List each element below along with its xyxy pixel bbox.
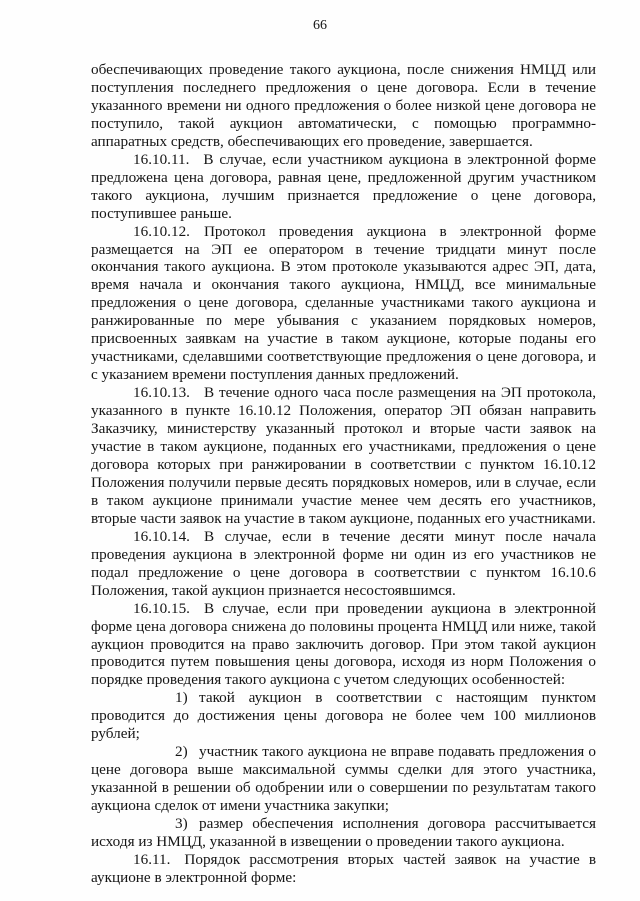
- paragraph-text: В случае, если в течение десяти минут после начала проведения аукциона в электронной форме ни один из его участников не подал предложение о цене договора в соответствии с пунктом 16.10.6 Положения, такой аукцион признается несостоявшимся.: [91, 527, 596, 599]
- list-item-2: [91, 743, 596, 815]
- paragraph-text: Порядок рассмотрения вторых частей заявок на участие в аукционе в электронной форме:: [91, 850, 596, 886]
- paragraph-16-10-14: [91, 528, 596, 600]
- paragraph-text: В течение одного часа после размещения на ЭП протокола, указанного в пункте 16.10.12 Положения, оператор ЭП обязан направить Заказчику, министерству указанный протокол и вторые части заявок на участие в таком аукционе, поданных его участниками, предложения о цене договора которых при ранжировании в соответствии с пунктом 16.10.12 Положения получили первые десять порядковых номеров, или в случае, если в таком аукционе принимали участие менее чем десять его участников, вторые части заявок на участие в таком аукционе, поданных его участниками.: [91, 384, 596, 527]
- paragraph-16-10-13: [91, 384, 596, 528]
- clause-number: 16.10.11.: [133, 150, 190, 168]
- clause-number: 16.11.: [133, 850, 171, 868]
- document-body: [91, 61, 596, 887]
- paragraph-text: В случае, если при проведении аукциона в электронной форме цена договора снижена до половины процента НМЦД или ниже, такой аукцион проводится на право заключить договор. При этом такой аукцион проводится путем повышения цены договора, исходя из норм Положения о порядке проведения такого аукциона с учетом следующих особенностей:: [91, 599, 596, 689]
- clause-number: 16.10.13.: [133, 384, 190, 402]
- paragraph-text: Протокол проведения аукциона в электронной форме размещается на ЭП ее оператором в течение тридцати минут после окончания такого аукциона. В этом протоколе указываются адрес ЭП, дата, время начала и окончания такого аукциона, НМЦД, все минимальные предложения о цене договора, сделанные участниками такого аукциона и ранжированные по мере убывания с указанием порядковых номеров, присвоенных заявкам на участие в таком аукционе, которые поданы его участниками, сделавшими соответствующие предложения о цене договора, и с указанием времени поступления данных предложений.: [91, 222, 596, 384]
- list-item-number: 1): [175, 689, 188, 707]
- clause-number: 16.10.14.: [133, 527, 190, 545]
- list-item-number: 3): [175, 815, 188, 833]
- clause-number: 16.10.12.: [133, 222, 190, 240]
- paragraph-16-11: [91, 851, 596, 887]
- paragraph-text: обеспечивающих проведение такого аукциона, после снижения НМЦД или поступления последнего предложения о цене договора. Если в течение указанного времени ни одного предложения о более низкой цене договора не поступило, такой аукцион автоматически, с помощью программно-аппаратных средств, обеспечивающих его проведение, завершается.: [91, 61, 596, 150]
- list-item-text: размер обеспечения исполнения договора рассчитывается исходя из НМЦД, указанной в извещении о проведении такого аукциона.: [91, 815, 596, 850]
- paragraph-16-10-15: [91, 600, 596, 690]
- page-number: 66: [313, 18, 327, 33]
- clause-number: 16.10.15.: [133, 599, 190, 617]
- paragraph-16-10-12: [91, 223, 596, 385]
- paragraph-16-10-11: [91, 151, 596, 223]
- list-item-number: 2): [175, 743, 188, 761]
- list-item-text: такой аукцион в соответствии с настоящим пунктом проводится до достижения цены договора не более чем 100 миллионов рублей;: [91, 689, 596, 743]
- paragraph-text: В случае, если участником аукциона в электронной форме предложена цена договора, равная цене, предложенной другим участником такого аукциона, лучшим признается предложение о цене договора, поступившее раньше.: [91, 150, 596, 222]
- list-item-text: участник такого аукциона не вправе подавать предложения о цене договора выше максимальной суммы сделки для этого участника, указанной в решении об одобрении или о совершении по результатам такого аукциона сделок от имени участника закупки;: [91, 743, 596, 815]
- paragraph-continuation: [91, 61, 596, 151]
- list-item-1: [91, 689, 596, 743]
- list-item-3: [91, 815, 596, 851]
